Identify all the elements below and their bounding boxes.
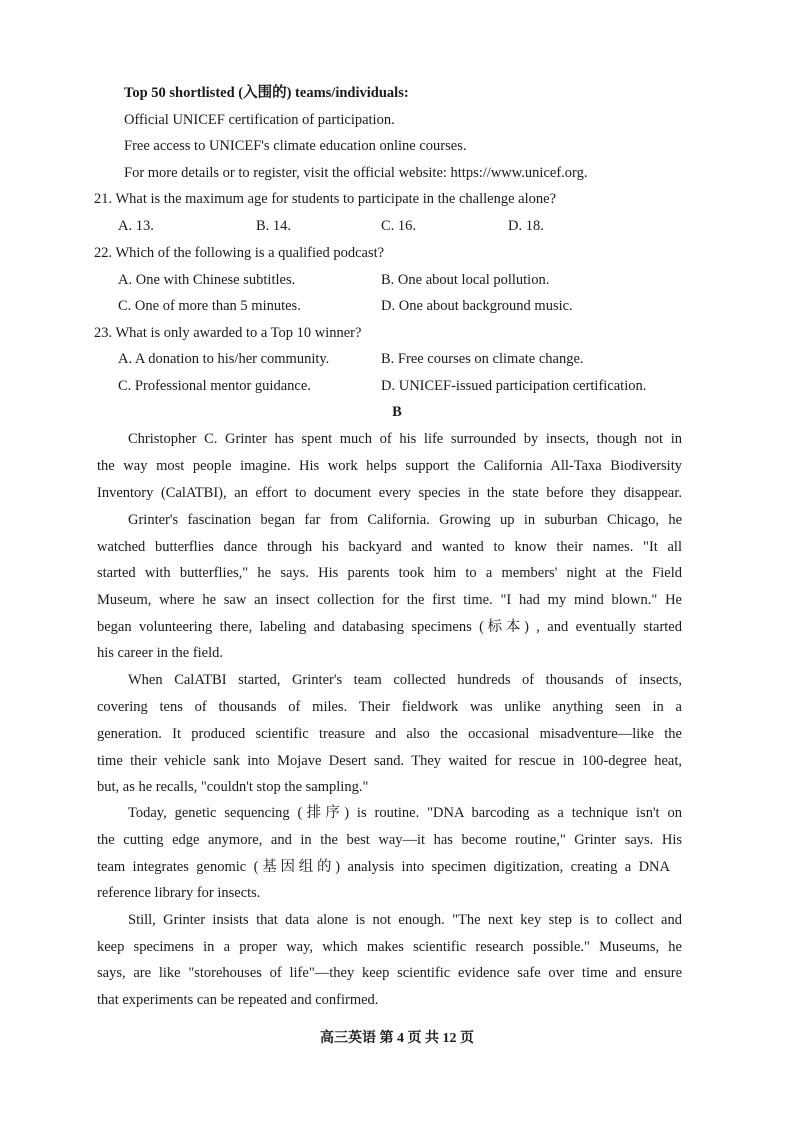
passage-line: started with butterflies," he says. His parents took him to a members' night at the Field (97, 565, 682, 581)
q23-option-d: D. UNICEF-issued participation certification. (381, 378, 647, 394)
q21-option-c: C. 16. (381, 218, 417, 234)
passage-line: When CalATBI started, Grinter's team collected hundreds of thousands of insects, (128, 672, 682, 688)
q22-option-d: D. One about background music. (381, 298, 573, 314)
passage-line: generation. It produced scientific treasure and also the occasional misadventure—like the (97, 726, 682, 742)
question-23-stem: 23. What is only awarded to a Top 10 winner? (94, 325, 362, 341)
passage-line: time their vehicle sank into Mojave Desert sand. They waited for rescue in 100-degree heat, (97, 753, 682, 769)
passage-line: reference library for insects. (97, 885, 261, 901)
section-label: B (392, 404, 402, 420)
passage-line: that experiments can be repeated and confirmed. (97, 992, 379, 1008)
shortlist-heading: Top 50 shortlisted (入围的) teams/individuals: (124, 85, 409, 101)
passage-line: Inventory (CalATBI), an effort to document every species in the state before they disappear. (97, 485, 682, 501)
shortlist-benefit-2: Free access to UNICEF's climate education online courses. (124, 138, 467, 154)
passage-line: Museum, where he saw an insect collection for the first time. "I had my mind blown." He (97, 592, 682, 608)
register-info: For more details or to register, visit the official website: https://www.unicef.org. (124, 165, 588, 181)
q23-option-b: B. Free courses on climate change. (381, 351, 584, 367)
passage-line: keep specimens in a proper way, which makes scientific research possible." Museums, he (97, 939, 682, 955)
passage-line: Today, genetic sequencing (排序) is routine. "DNA barcoding as a technique isn't on (128, 805, 682, 821)
q22-option-a: A. One with Chinese subtitles. (118, 272, 296, 288)
q23-option-c: C. Professional mentor guidance. (118, 378, 311, 394)
passage-line: says, are like "storehouses of life"—they keep scientific evidence safe over time and ensure (97, 965, 682, 981)
passage-line: Christopher C. Grinter has spent much of his life surrounded by insects, though not in (128, 431, 682, 447)
shortlist-benefit-1: Official UNICEF certification of participation. (124, 112, 395, 128)
passage-line: his career in the field. (97, 645, 224, 661)
passage-line: covering tens of thousands of miles. Their fieldwork was unlike anything seen in a (97, 699, 682, 715)
q21-option-d: D. 18. (508, 218, 544, 234)
page-footer: 高三英语 第 4 页 共 12 页 (320, 1031, 474, 1046)
passage-line: team integrates genomic (基因组的) analysis into specimen digitization, creating a DNA (97, 859, 670, 875)
q21-option-a: A. 13. (118, 218, 154, 234)
passage-line: the cutting edge anymore, and in the best way—it has become routine," Grinter says. His (97, 832, 682, 848)
passage-line: Grinter's fascination began far from California. Growing up in suburban Chicago, he (128, 512, 682, 528)
passage-line: the way most people imagine. His work helps support the California All-Taxa Biodiversity (97, 458, 682, 474)
passage-line: but, as he recalls, "couldn't stop the sampling." (97, 779, 369, 795)
passage-line: watched butterflies dance through his backyard and wanted to know their names. "It all (97, 539, 682, 555)
question-22-stem: 22. Which of the following is a qualified podcast? (94, 245, 385, 261)
q22-option-b: B. One about local pollution. (381, 272, 550, 288)
q23-option-a: A. A donation to his/her community. (118, 351, 330, 367)
question-21-stem: 21. What is the maximum age for students to participate in the challenge alone? (94, 191, 556, 207)
passage-line: began volunteering there, labeling and databasing specimens (标本) , and eventually started (97, 619, 682, 635)
q22-option-c: C. One of more than 5 minutes. (118, 298, 301, 314)
passage-line: Still, Grinter insists that data alone is not enough. "The next key step is to collect and (128, 912, 682, 928)
q21-option-b: B. 14. (256, 218, 292, 234)
